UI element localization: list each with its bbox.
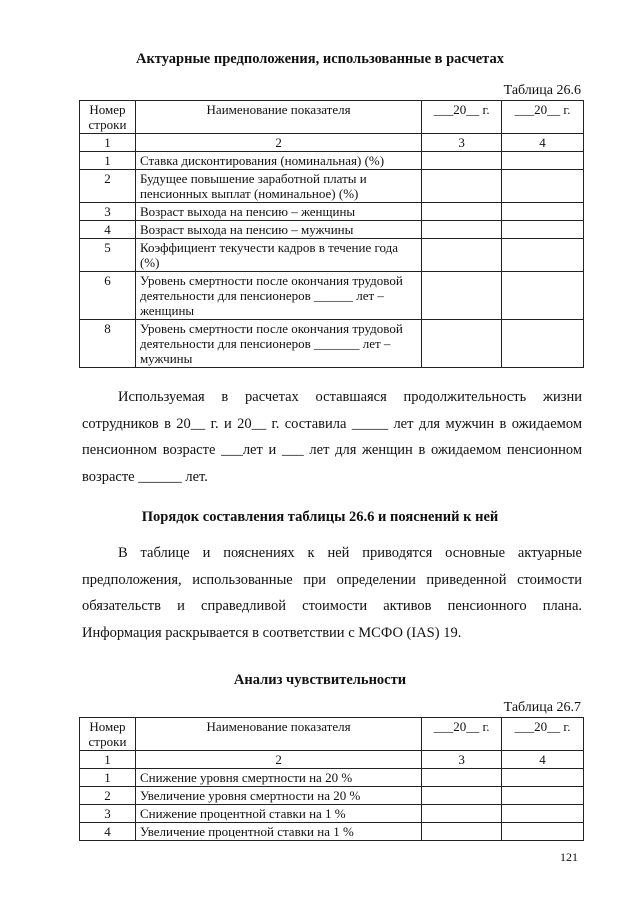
table-row <box>80 823 584 841</box>
value-cell <box>422 769 502 787</box>
row-text: Снижение уровня смертности на 20 % <box>135 769 421 787</box>
row-text: Увеличение процентной ставки на 1 % <box>135 823 421 841</box>
index-cell: 2 <box>135 751 421 769</box>
value-cell <box>502 787 584 805</box>
header-name: Наименование показателя <box>135 101 421 134</box>
table-26-7 <box>79 717 584 841</box>
value-cell <box>502 203 584 221</box>
value-cell <box>502 239 584 272</box>
header-col3: ___20__ г. <box>422 101 502 134</box>
table-header-row <box>80 718 584 751</box>
value-cell <box>422 272 502 320</box>
value-cell <box>502 170 584 203</box>
value-cell <box>422 320 502 368</box>
page-number: 121 <box>560 850 578 864</box>
header-col4: ___20__ г. <box>502 101 584 134</box>
index-cell: 4 <box>502 751 584 769</box>
row-text: Уровень смертности после окончания трудовой деятельности для пенсионеров _______ лет – мужчины <box>135 320 421 368</box>
value-cell <box>502 221 584 239</box>
row-text: Возраст выхода на пенсию – мужчины <box>135 221 421 239</box>
value-cell <box>502 320 584 368</box>
row-text: Увеличение уровня смертности на 20 % <box>135 787 421 805</box>
value-cell <box>422 170 502 203</box>
index-cell: 4 <box>502 134 584 152</box>
section2-heading: Порядок составления таблицы 26.6 и пояснений к ней <box>141 509 499 525</box>
value-cell <box>502 272 584 320</box>
row-text: Возраст выхода на пенсию – женщины <box>135 203 421 221</box>
value-cell <box>422 805 502 823</box>
row-num: 1 <box>80 152 136 170</box>
value-cell <box>422 221 502 239</box>
table-row <box>80 203 584 221</box>
row-num: 3 <box>80 805 136 823</box>
row-num: 1 <box>80 769 136 787</box>
header-num: Номер строки <box>80 101 136 134</box>
value-cell <box>422 823 502 841</box>
table-index-row <box>80 134 584 152</box>
value-cell <box>422 152 502 170</box>
header-name: Наименование показателя <box>135 718 421 751</box>
row-text: Ставка дисконтирования (номинальная) (%) <box>135 152 421 170</box>
table-header-row <box>80 101 584 134</box>
row-num: 2 <box>80 787 136 805</box>
row-text: Уровень смертности после окончания трудовой деятельности для пенсионеров ______ лет – женщины <box>135 272 421 320</box>
table-row <box>80 239 584 272</box>
table-26-6-caption: Таблица 26.6 <box>503 83 581 98</box>
row-num: 4 <box>80 221 136 239</box>
table-row <box>80 769 584 787</box>
row-num: 2 <box>80 170 136 203</box>
row-num: 6 <box>80 272 136 320</box>
table-26-7-caption: Таблица 26.7 <box>503 700 581 715</box>
index-cell: 1 <box>80 134 136 152</box>
table-index-row <box>80 751 584 769</box>
row-num: 5 <box>80 239 136 272</box>
header-num: Номер строки <box>80 718 136 751</box>
value-cell <box>422 203 502 221</box>
table-26-6 <box>79 100 584 368</box>
index-cell: 1 <box>80 751 136 769</box>
value-cell <box>502 152 584 170</box>
row-num: 8 <box>80 320 136 368</box>
value-cell <box>422 239 502 272</box>
table-row <box>80 805 584 823</box>
life-expectancy-paragraph: Используемая в расчетах оставшаяся продолжительность жизни сотрудников в 20__ г. и 20__ г. составила _____ лет для мужчин в ожидаемом пенсионном возрасте ___лет и ___ лет для женщин в ожидаемом пенсионном возрасте ______ лет. <box>82 389 582 485</box>
section3-heading: Анализ чувствительности <box>233 672 407 688</box>
header-col4: ___20__ г. <box>502 718 584 751</box>
table-row <box>80 320 584 368</box>
header-col3: ___20__ г. <box>422 718 502 751</box>
row-num: 4 <box>80 823 136 841</box>
table-row <box>80 170 584 203</box>
value-cell <box>502 769 584 787</box>
table-row <box>80 152 584 170</box>
row-text: Снижение процентной ставки на 1 % <box>135 805 421 823</box>
table-row <box>80 272 584 320</box>
row-num: 3 <box>80 203 136 221</box>
row-text: Коэффициент текучести кадров в течение года (%) <box>135 239 421 272</box>
table-row <box>80 221 584 239</box>
index-cell: 2 <box>135 134 421 152</box>
row-text: Будущее повышение заработной платы и пенсионных выплат (номинальное) (%) <box>135 170 421 203</box>
section1-heading: Актуарные предположения, использованные в расчетах <box>135 51 504 67</box>
table-row <box>80 787 584 805</box>
value-cell <box>502 823 584 841</box>
value-cell <box>502 805 584 823</box>
value-cell <box>422 787 502 805</box>
index-cell: 3 <box>422 134 502 152</box>
index-cell: 3 <box>422 751 502 769</box>
explanation-paragraph: В таблице и пояснениях к ней приводятся основные актуарные предположения, использованные при определении приведенной стоимости обязательств и справедливой стоимости активов пенсионного плана. Информация раскрывается в соответствии с МСФО (IAS) 19. <box>82 545 582 641</box>
